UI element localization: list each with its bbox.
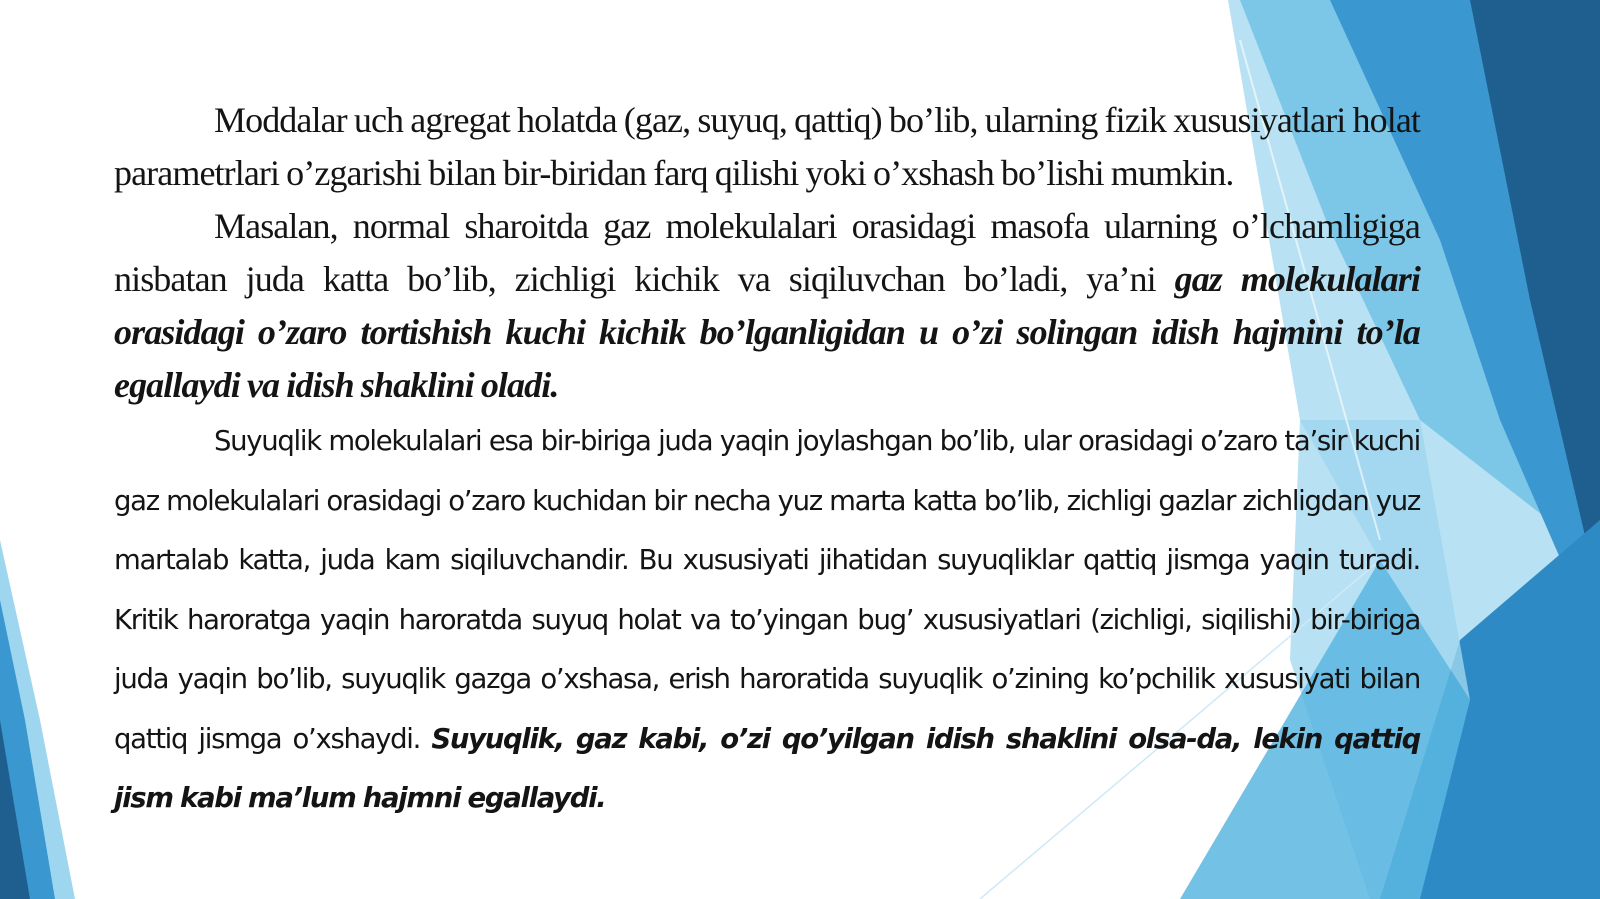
- paragraph-liquid-properties: [114, 412, 1420, 829]
- paragraph-3-text: Suyuqlik molekulalari esa bir-biriga juda yaqin joylashgan bo’lib, ular orasidagi o’zaro ta’sir kuchi gaz molekulalari orasidagi o’zaro kuchidan bir necha yuz marta katta bo’lib, zichligi gazlar zichligdan yuz martalab katta, juda kam siqiluvchandir. Bu xususiyati jihatidan suyuqliklar qattiq jismga yaqin turadi. Kritik haroratga yaqin haroratda suyuq holat va to’yingan bug’ xususiyatlari (zichligi, siqilishi) bir-biriga juda yaqin bo’lib, suyuqlik gazga o’xshasa, erish haroratida suyuqlik o’zining ko’pchilik xususiyati bilan qattiq jismga o’xshaydi.: [114, 425, 1420, 755]
- paragraph-gas-properties: [114, 200, 1420, 412]
- slide-text-body: [114, 94, 1420, 829]
- paragraph-3-emphasis: Suyuqlik, gaz kabi, o’zi qo’yilgan idish shaklini olsa-da, lekin qattiq jism kabi ma’lum hajmni egallaydi.: [114, 722, 1420, 814]
- paragraph-2-emphasis: gaz molekulalari orasidagi o’zaro tortishish kuchi kichik bo’lganligidan u o’zi solingan idish hajmini to’la egallaydi va idish shaklini oladi.: [114, 259, 1420, 405]
- paragraph-states-of-matter: [114, 94, 1420, 200]
- paragraph-2-text: Masalan, normal sharoitda gaz molekulalari orasidagi masofa ularning o’lchamligiga nisbatan juda katta bo’lib, zichligi kichik va siqiluvchan bo’ladi, ya’ni: [114, 206, 1420, 299]
- paragraph-1-text: Moddalar uch agregat holatda (gaz, suyuq, qattiq) bo’lib, ularning fizik xususiyatlari holat parametrlari o’zgarishi bilan bir-biridan farq qilishi yoki o’xshash bo’lishi mumkin.: [114, 100, 1420, 193]
